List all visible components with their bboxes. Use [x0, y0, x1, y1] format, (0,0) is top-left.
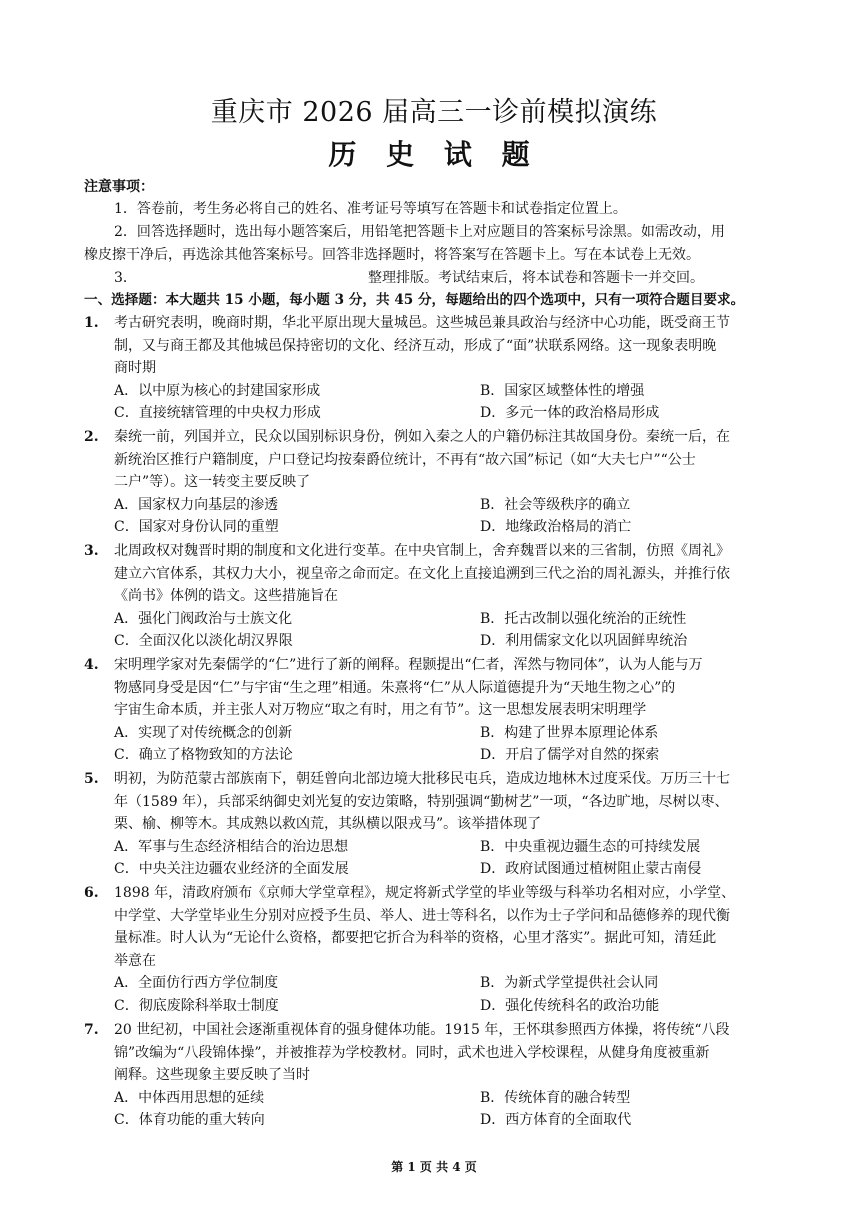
page-footer: 第 1 页 共 4 页	[391, 1160, 477, 1174]
question-stem-line: 宋明理学家对先秦儒学的“仁”进行了新的阐释。程颢提出“仁者，浑然与物同体”，认为人能与万	[114, 657, 703, 673]
answer-option: A．中体西用思想的延续	[114, 1089, 265, 1106]
question-stem-line: 建立六官体系，其权力大小，视皇帝之命而定。在文化上直接追溯到三代之治的周礼源头，并推行依	[114, 565, 730, 582]
question-stem-line: 锦”改编为“八段锦体操”，并被推荐为学校教材。同时，武术也进入学校课程，从健身角度被重新	[114, 1044, 710, 1061]
answer-option: B．为新式学堂提供社会认同	[480, 975, 659, 991]
question-stem-line: 中学堂、大学堂毕业生分别对应授予生员、举人、进士等科名，以作为士子学问和品德修养的现代衡	[114, 907, 730, 924]
question-stem-line: 二户”等）。这一转变主要反映了	[114, 474, 311, 490]
answer-option: C．体育功能的重大转向	[114, 1112, 265, 1128]
answer-option: D．开启了儒学对自然的探索	[480, 747, 660, 763]
question-stem-line: 《尚书》体例的诰文。这些措施旨在	[114, 588, 338, 604]
question-stem-line: 北周政权对魏晋时期的制度和文化进行变革。在中央官制上，舍弃魏晋以来的三省制，仿照《周礼》	[114, 543, 730, 559]
answer-option: B．构建了世界本原理论体系	[480, 724, 659, 741]
question-stem-line: 明初，为防范蒙古部族南下，朝廷曾向北部边境大批移民屯兵，造成边地林木过度采伐。万历三十七	[114, 771, 730, 787]
answer-option: A．国家权力向基层的渗透	[114, 496, 279, 513]
notice-item-2-cont: 橡皮擦干净后，再选涂其他答案标号。回答非选择题时，将答案写在答题卡上。写在本试卷上无效。	[84, 247, 700, 263]
question-stem-line: 阐释。这些现象主要反映了当时	[114, 1067, 310, 1083]
answer-option: A．全面仿行西方学位制度	[114, 975, 279, 991]
answer-option: A．强化门阀政治与士族文化	[114, 610, 293, 627]
question-number: 7.	[84, 1022, 99, 1038]
question-stem-line: 商时期	[114, 360, 156, 376]
question-number: 2.	[84, 429, 99, 445]
answer-option: B．托古改制以强化统治的正统性	[480, 610, 687, 627]
answer-option: C．中央关注边疆农业经济的全面发展	[114, 861, 349, 877]
page-subtitle: 历 史 试 题	[328, 138, 540, 171]
answer-option: D．地缘政治格局的消亡	[480, 519, 632, 535]
section-heading: 一、选择题：本大题共 15 小题，每小题 3 分，共 45 分，每题给出的四个选项中，只有一项符合题目要求。	[84, 292, 745, 308]
answer-option: C．直接统辖管理的中央权力形成	[114, 405, 321, 421]
answer-option: D．西方体育的全面取代	[480, 1112, 632, 1128]
answer-option: A．军事与生态经济相结合的治边思想	[114, 838, 349, 855]
answer-option: C．彻底废除科举取士制度	[114, 997, 279, 1014]
answer-option: C．确立了格物致知的方法论	[114, 747, 293, 763]
answer-option: D．利用儒家文化以巩固鲜卑统治	[480, 633, 688, 649]
question-stem-line: 新统治区推行户籍制度，户口登记均按秦爵位统计，不再有“故六国”标记（如“大夫七户”“公士	[114, 451, 696, 468]
question-stem-line: 物感同身受是因“仁”与宇宙“生之理”相通。朱熹将“仁”从人际道德提升为“天地生物之心”的	[114, 679, 676, 696]
question-stem-line: 栗、榆、柳等木。其成熟以救凶荒，其纵横以限戎马”。该举措体现了	[114, 816, 542, 832]
question-stem-line: 秦统一前，列国并立，民众以国别标识身份，例如入秦之人的户籍仍标注其故国身份。秦统一后，在	[114, 429, 730, 445]
answer-option: B．国家区域整体性的增强	[480, 382, 645, 399]
question-stem-line: 20 世纪初，中国社会逐渐重视体育的强身健体功能。1915 年，王怀琪参照西方体操，将传统“八段	[114, 1022, 730, 1038]
notice-heading: 注意事项：	[84, 179, 154, 195]
notice-item-1: 1．答卷前，考生务必将自己的姓名、准考证号等填写在答题卡和试卷指定位置上。	[114, 201, 627, 217]
answer-option: C．全面汉化以淡化胡汉界限	[114, 633, 293, 649]
answer-option: B．传统体育的融合转型	[480, 1089, 631, 1106]
question-number: 6.	[84, 885, 99, 901]
question-stem-line: 宇宙生命本质，并主张人对万物应“取之有时，用之有节”。这一思想发展表明宋明理学	[114, 702, 647, 718]
notice-item-2: 2．回答选择题时，选出每小题答案后，用铅笔把答题卡上对应题目的答案标号涂黑。如需改动，用	[114, 224, 725, 240]
question-stem-line: 1898 年，清政府颁布《京师大学堂章程》，规定将新式学堂的毕业等级与科举功名相对应，小学堂、	[114, 885, 736, 901]
answer-option: C．国家对身份认同的重塑	[114, 519, 279, 535]
question-stem-line: 考古研究表明，晚商时期，华北平原出现大量城邑。这些城邑兼具政治与经济中心功能，既受商王节	[114, 315, 730, 331]
answer-option: D．政府试图通过植树阻止蒙古南侵	[480, 861, 702, 877]
answer-option: D．强化传统科名的政治功能	[480, 997, 660, 1014]
answer-option: A．实现了对传统概念的创新	[114, 724, 293, 741]
question-stem-line: 举意在	[114, 952, 156, 969]
question-number: 1.	[84, 315, 99, 331]
answer-option: B．社会等级秩序的确立	[480, 496, 631, 513]
question-number: 3.	[84, 543, 99, 559]
question-stem-line: 量标准。时人认为“无论什么资格，都要把它折合为科举的资格，心里才落实”。据此可知，清廷此	[114, 930, 717, 946]
question-stem-line: 制，又与商王都及其他城邑保持密切的文化、经济互动，形成了“面”状联系网络。这一现象表明晚	[114, 337, 717, 354]
answer-option: D．多元一体的政治格局形成	[480, 405, 660, 421]
notice-item-3-text: 整理排版。考试结束后，将本试卷和答题卡一并交回。	[368, 270, 704, 286]
notice-item-3-num: 3．	[114, 270, 137, 286]
page-title: 重庆市 2026 届高三一诊前模拟演练	[210, 97, 658, 128]
question-number: 4.	[84, 657, 99, 673]
question-stem-line: 年（1589 年），兵部采纳御史刘光复的安边策略，特别强调“勤树艺”一项，“各边旷地，尽树以枣、	[114, 793, 729, 810]
answer-option: A．以中原为核心的封建国家形成	[114, 382, 321, 399]
answer-option: B．中央重视边疆生态的可持续发展	[480, 838, 701, 855]
question-number: 5.	[84, 771, 99, 787]
